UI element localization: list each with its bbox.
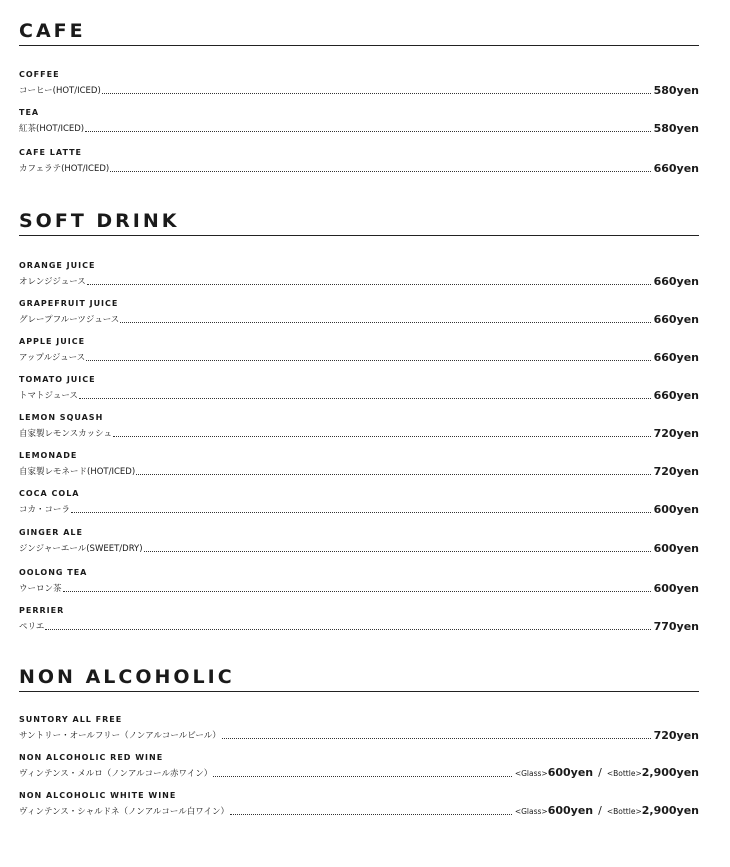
glass-label: <Glass> [514,807,548,816]
item-name-en: GRAPEFRUIT JUICE [19,299,119,308]
dot-leader [102,92,651,94]
item-price: 580yen [653,84,699,97]
item-name-jp: アップルジュース [19,353,86,363]
item-name-jp: ジンジャーエール(SWEET/DRY) [19,544,143,554]
item-price: 580yen [653,122,699,135]
bottle-label: <Bottle> [606,769,642,778]
item-price: 660yen [653,162,699,175]
menu-item-red-wine [19,753,699,783]
menu-item-lemon-squash [19,413,699,443]
menu-item-ginger-ale [19,528,699,558]
menu-item-tea [19,108,699,138]
dot-leader [213,775,512,777]
item-name-en: GINGER ALE [19,528,83,537]
item-name-jp: ペリエ [19,622,45,632]
menu-item-perrier [19,606,699,636]
item-name-en: NON ALCOHOLIC WHITE WINE [19,791,177,800]
dot-leader [63,590,651,592]
dot-leader [79,397,651,399]
item-name-en: COFFEE [19,70,60,79]
dot-leader [85,130,650,132]
item-name-en: NON ALCOHOLIC RED WINE [19,753,164,762]
item-price [515,804,699,818]
glass-price: 600yen [547,804,594,817]
section-divider [19,45,699,46]
item-name-en: TEA [19,108,40,117]
section-title: NON ALCOHOLIC [19,666,235,688]
glass-label: <Glass> [514,769,548,778]
item-price: 600yen [653,503,699,516]
item-name-jp: コカ・コーラ [19,505,71,515]
item-name-jp: トマトジュース [19,391,78,401]
item-name-jp: グレープフルーツジュース [19,315,120,325]
menu-item-coca-cola [19,489,699,519]
section-non-alcoholic [19,666,699,817]
item-name-en: LEMON SQUASH [19,413,104,422]
item-name-en: OOLONG TEA [19,568,88,577]
item-name-en: PERRIER [19,606,65,615]
item-price: 720yen [653,465,699,478]
item-name-jp: サントリー・オールフリー（ノンアルコールビール） [19,731,221,741]
item-name-en: ORANGE JUICE [19,261,96,270]
item-name-jp: ヴィンテンス・シャルドネ（ノンアルコール白ワイン） [19,807,229,817]
bottle-price: 2,900yen [641,804,699,817]
menu-item-cafe-latte [19,148,699,178]
section-divider [19,691,699,692]
item-price: 660yen [653,313,699,326]
dot-leader [222,737,651,739]
item-name-en: CAFE LATTE [19,148,83,157]
menu-item-tomato-juice [19,375,699,405]
dot-leader [120,321,650,323]
dot-leader [71,511,651,513]
dot-leader [113,435,651,437]
menu-item-apple-juice [19,337,699,367]
item-name-jp: コーヒー(HOT/ICED) [19,86,101,96]
section-soft-drink [19,210,699,633]
item-name-jp: ウーロン茶 [19,584,62,594]
menu-item-grapefruit-juice [19,299,699,329]
menu-item-orange-juice [19,261,699,291]
menu-item-suntory-all-free [19,715,699,745]
item-name-en: LEMONADE [19,451,78,460]
bottle-price: 2,900yen [641,766,699,779]
item-price: 660yen [653,389,699,402]
item-name-jp: ヴィンテンス・メルロ（ノンアルコール赤ワイン） [19,769,213,779]
dot-leader [136,473,650,475]
item-price: 770yen [653,620,699,633]
menu-item-oolong-tea [19,568,699,598]
item-name-jp: 紅茶(HOT/ICED) [19,124,85,134]
item-price: 660yen [653,275,699,288]
item-name-jp: 自家製レモネード(HOT/ICED) [19,467,136,477]
dot-leader [86,359,650,361]
item-price: 600yen [653,542,699,555]
item-name-en: SUNTORY ALL FREE [19,715,123,724]
item-price: 720yen [653,427,699,440]
price-separator: / [598,766,602,779]
item-name-jp: オレンジジュース [19,277,86,287]
item-price: 600yen [653,582,699,595]
item-name-en: COCA COLA [19,489,80,498]
section-divider [19,235,699,236]
dot-leader [230,813,512,815]
item-name-jp: 自家製レモンスカッシュ [19,429,112,439]
dot-leader [144,550,651,552]
item-name-en: TOMATO JUICE [19,375,96,384]
menu-item-lemonade [19,451,699,481]
section-cafe [19,20,699,175]
item-price [515,766,699,780]
item-price: 660yen [653,351,699,364]
price-separator: / [598,804,602,817]
glass-price: 600yen [547,766,594,779]
item-name-en: APPLE JUICE [19,337,86,346]
dot-leader [110,170,650,172]
menu-item-white-wine [19,791,699,821]
bottle-label: <Bottle> [606,807,642,816]
item-name-jp: カフェラテ(HOT/ICED) [19,164,110,174]
dot-leader [45,628,650,630]
item-price: 720yen [653,729,699,742]
section-title: CAFE [19,20,86,42]
menu-item-coffee [19,70,699,100]
dot-leader [87,283,651,285]
section-title: SOFT DRINK [19,210,180,232]
